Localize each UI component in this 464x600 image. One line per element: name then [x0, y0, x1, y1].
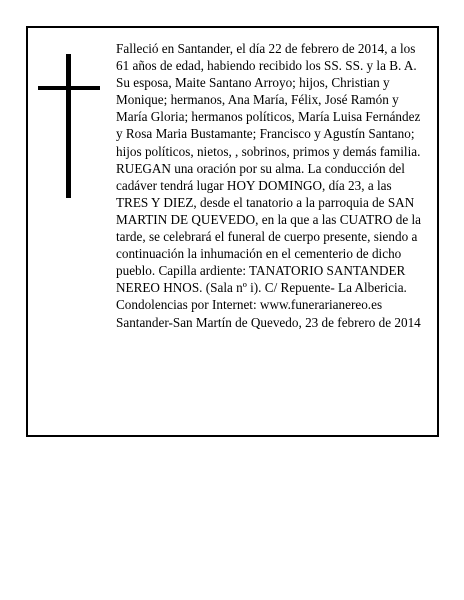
- place-and-date: Santander-San Martín de Quevedo, 23 de febrero de 2014: [116, 314, 421, 330]
- cross-vertical-bar: [66, 54, 71, 198]
- obituary-notice-frame: [26, 26, 439, 437]
- family-members: Su esposa, Maite Santano Arroyo; hijos, Christian y Monique; hermanos, Ana María, Félix, José Ramón y María Gloria; hermanos políticos, María Luisa Fernández y Rosa Maria Bustamante; Francisco y Agustín Santano; hijos políticos, nietos, , sobrinos, primos y demás familia.: [116, 75, 421, 159]
- cross-horizontal-bar: [38, 86, 100, 90]
- funeral-details: RUEGAN una oración por su alma. La conducción del cadáver tendrá lugar HOY DOMINGO, día 23, a las TRES Y DIEZ, desde el tanatorio a la parroquia de SAN MARTIN DE QUEVEDO, en la que a las CUATRO de la tarde, se celebrará el funeral de cuerpo presente, siendo a continuación la inhumación en el cementerio de dicho pueblo. Capilla ardiente: TANATORIO SANTANDER NEREO HNOS. (Sala nº i). C/ Repuente- La Albericia.: [116, 160, 422, 296]
- obituary-text: [116, 40, 424, 331]
- latin-cross-icon: [38, 54, 100, 198]
- condolences-website: Condolencias por Internet: www.funerarianereo.es: [116, 297, 383, 313]
- death-announcement: Falleció en Santander, el día 22 de febrero de 2014, a los 61 años de edad, habiendo recibido los SS. SS. y la B. A.: [116, 41, 417, 74]
